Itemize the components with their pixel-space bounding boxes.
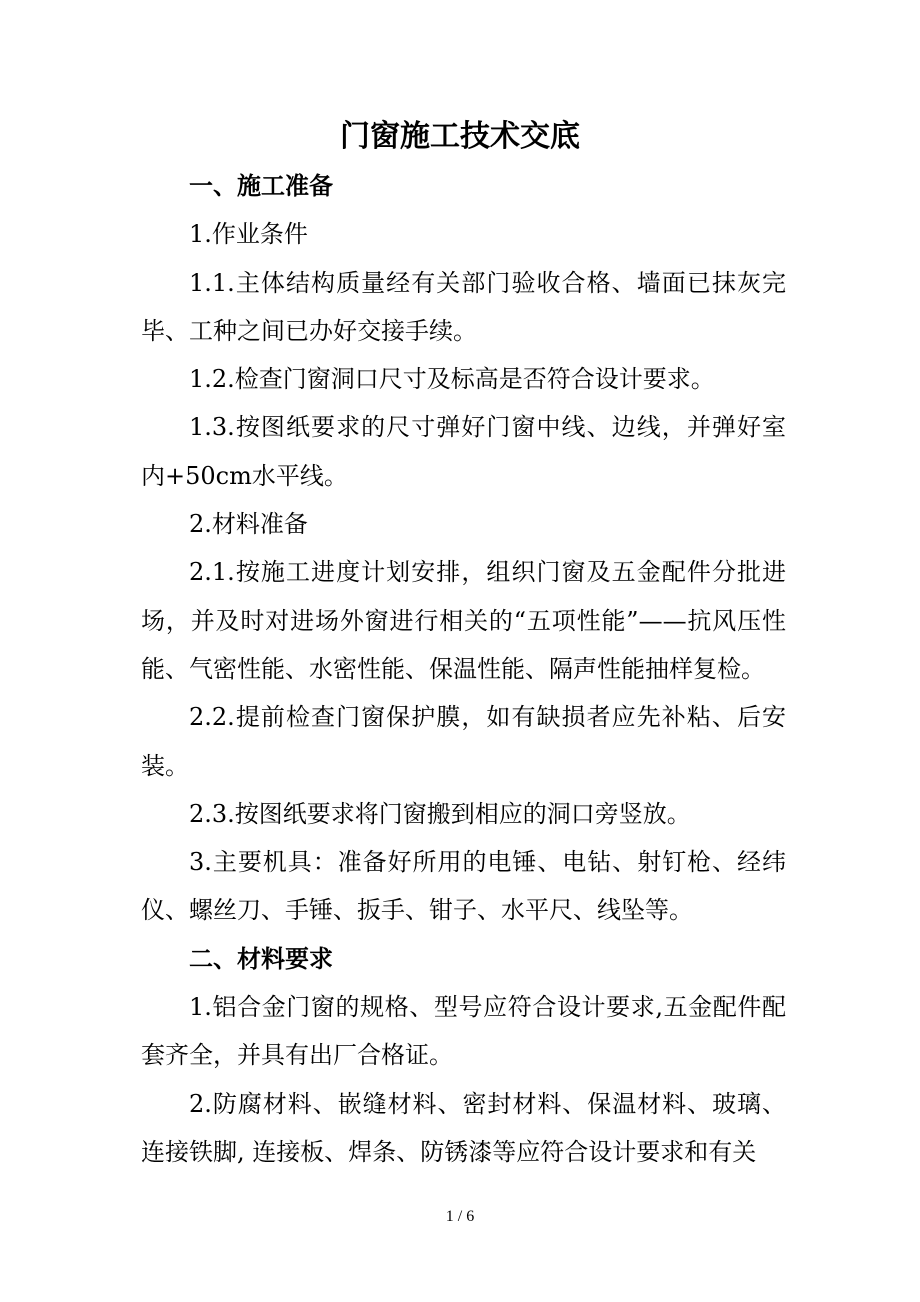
paragraph: 1.1.主体结构质量经有关部门验收合格、墙面已抹灰完毕、工种之间已办好交接手续。 xyxy=(141,268,786,345)
paragraph: 2.3.按图纸要求将门窗搬到相应的洞口旁竖放。 xyxy=(189,799,691,828)
paragraph: 1.2.检查门窗洞口尺寸及标高是否符合设计要求。 xyxy=(189,365,715,394)
paragraph: 1.铝合金门窗的规格、型号应符合设计要求,五金配件配套齐全，并具有出厂合格证。 xyxy=(141,993,786,1070)
paragraph: 2.材料准备 xyxy=(189,510,308,539)
paragraph: 2.2.提前检查门窗保护膜，如有缺损者应先补粘、后安装。 xyxy=(141,703,786,780)
paragraph: 2.防腐材料、嵌缝材料、密封材料、保温材料、玻璃、连接铁脚, 连接板、焊条、防锈漆等应符合设计要求和有关 xyxy=(141,1089,786,1166)
section-heading-materials: 二、材料要求 xyxy=(189,943,333,973)
page-number: 1 / 6 xyxy=(445,1208,475,1225)
document-body xyxy=(141,162,786,1176)
paragraph: 2.1.按施工进度计划安排，组织门窗及五金配件分批进场，并及时对进场外窗进行相关的“五项性能”——抗风压性能、气密性能、水密性能、保温性能、隔声性能抽样复检。 xyxy=(141,558,786,683)
section-heading-preparation: 一、施工准备 xyxy=(189,171,333,200)
paragraph: 3.主要机具：准备好所用的电锤、电钻、射钉枪、经纬仪、螺丝刀、手锤、扳手、钳子、水平尺、线坠等。 xyxy=(141,848,786,925)
paragraph: 1.作业条件 xyxy=(189,220,308,249)
document-title: 门窗施工技术交底 xyxy=(340,119,580,154)
paragraph: 1.3.按图纸要求的尺寸弹好门窗中线、边线，并弹好室内+50cm水平线。 xyxy=(141,413,786,490)
